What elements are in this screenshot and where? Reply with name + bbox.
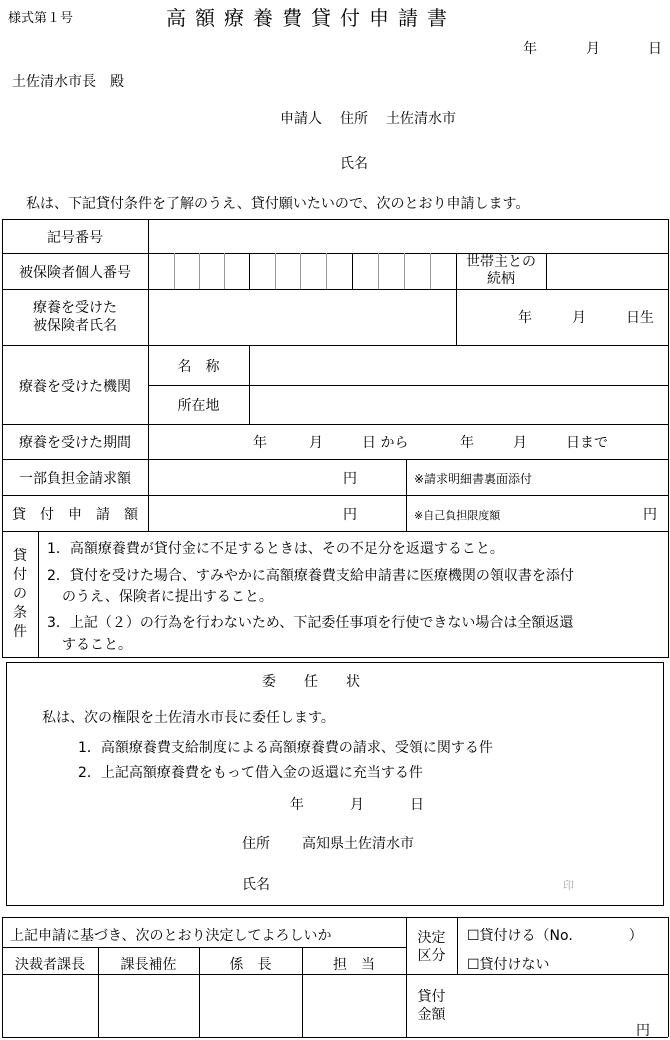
period-month-to: 月 xyxy=(513,435,527,451)
delegation-title: 委 任 状 xyxy=(262,674,360,690)
patient-name-label: 療養を受けた 被保険者氏名 xyxy=(33,300,117,334)
decision-option-lend[interactable]: ☐貸付ける（No. ） xyxy=(467,928,643,944)
partial-claim-note: ※請求明細書裏面添付 xyxy=(414,472,533,486)
addressee: 土佐清水市長 殿 xyxy=(12,74,124,90)
condition-item-3: 3．上記（２）の行為を行わないため、下記委任事項を行使できない場合は全額返還 xyxy=(47,615,574,631)
birth-day: 日生 xyxy=(626,310,654,326)
delegation-address-value: 高知県土佐清水市 xyxy=(302,836,414,852)
institution-label: 療養を受けた機関 xyxy=(19,379,131,395)
loan-limit-yen: 円 xyxy=(643,507,657,523)
conditions-label-char: 貸 xyxy=(13,548,27,564)
conditions-label-char: の xyxy=(13,586,27,602)
condition-item-1: 1．高額療養費が貸付金に不足するときは、その不足分を返還すること。 xyxy=(47,541,504,557)
period-day-from: 日 から xyxy=(362,435,409,451)
delegation-date-month: 月 xyxy=(350,797,364,813)
delegation-intro: 私は、次の権限を土佐清水市長に委任します。 xyxy=(42,710,335,726)
delegation-name-label: 氏名 xyxy=(242,877,270,893)
birth-year: 年 xyxy=(518,310,532,326)
period-month-from: 月 xyxy=(309,435,323,451)
date-year: 年 xyxy=(523,41,537,57)
institution-name-label: 名 称 xyxy=(177,359,220,375)
role-section-chief: 決裁者課長 xyxy=(15,957,85,973)
symbol-number-label: 記号番号 xyxy=(47,230,103,246)
role-assistant-chief: 課長補佐 xyxy=(120,957,177,973)
loan-amount-label: 貸 付 申 請 額 xyxy=(12,507,138,523)
loan-amount-note: ※自己負担限度額 xyxy=(414,509,501,522)
period-year-to: 年 xyxy=(460,435,474,451)
decision-yen: 円 xyxy=(636,1023,650,1039)
applicant-name-label: 氏名 xyxy=(340,156,368,172)
decision-category-label: 決定 区分 xyxy=(417,930,446,964)
partial-claim-label: 一部負担金請求額 xyxy=(19,471,131,487)
date-day: 日 xyxy=(648,41,662,57)
date-month: 月 xyxy=(586,41,600,57)
loan-amount-yen: 円 xyxy=(343,507,357,523)
application-statement: 私は、下記貸付条件を了解のうえ、貸付願いたいので、次のとおり申請します。 xyxy=(26,196,530,212)
conditions-label-char: 件 xyxy=(13,624,27,640)
delegation-item-1: 1．高額療養費支給制度による高額療養費の請求、受領に関する件 xyxy=(78,740,493,756)
insured-number-label: 被保険者個人番号 xyxy=(19,265,131,281)
period-label: 療養を受けた期間 xyxy=(19,435,131,451)
birth-month: 月 xyxy=(572,310,586,326)
delegation-box xyxy=(6,662,664,906)
loan-amount-decision-label: 貸付 金額 xyxy=(417,989,446,1023)
delegation-item-2: 2．上記高額療養費をもって借入金の返還に充当する件 xyxy=(78,765,423,781)
applicant-address-value: 土佐清水市 xyxy=(386,111,456,127)
applicant-address-label: 住所 xyxy=(340,111,368,127)
delegation-date-year: 年 xyxy=(290,797,304,813)
role-subsection-chief: 係 長 xyxy=(229,957,272,973)
partial-claim-yen: 円 xyxy=(343,471,357,487)
period-day-to: 日まで xyxy=(566,435,608,451)
conditions-label xyxy=(2,547,38,642)
applicant-label: 申請人 xyxy=(280,111,322,127)
condition-item-3-cont: すること。 xyxy=(62,637,132,653)
role-staff: 担 当 xyxy=(333,957,375,973)
institution-address-label: 所在地 xyxy=(177,398,220,414)
conditions-label-char: 付 xyxy=(13,567,27,583)
form-title: 高額療養費貸付申請書 xyxy=(166,6,456,30)
seal-mark: 印 xyxy=(563,879,574,892)
household-relation-label: 世帯主との 続柄 xyxy=(466,254,536,287)
form-number: 様式第１号 xyxy=(8,11,74,26)
condition-item-2: 2．貸付を受けた場合、すみやかに高額療養費支給申請書に医療機関の領収書を添付 xyxy=(47,568,574,584)
period-year-from: 年 xyxy=(253,435,267,451)
decision-heading: 上記申請に基づき、次のとおり決定してよろしいか xyxy=(10,928,332,944)
delegation-date-day: 日 xyxy=(410,797,424,813)
conditions-label-char: 条 xyxy=(13,605,27,621)
decision-option-no-lend[interactable]: ☐貸付けない xyxy=(467,957,550,973)
delegation-address-label: 住所 xyxy=(242,836,270,852)
condition-item-2-cont: のうえ、保険者に提出すること。 xyxy=(62,589,273,605)
